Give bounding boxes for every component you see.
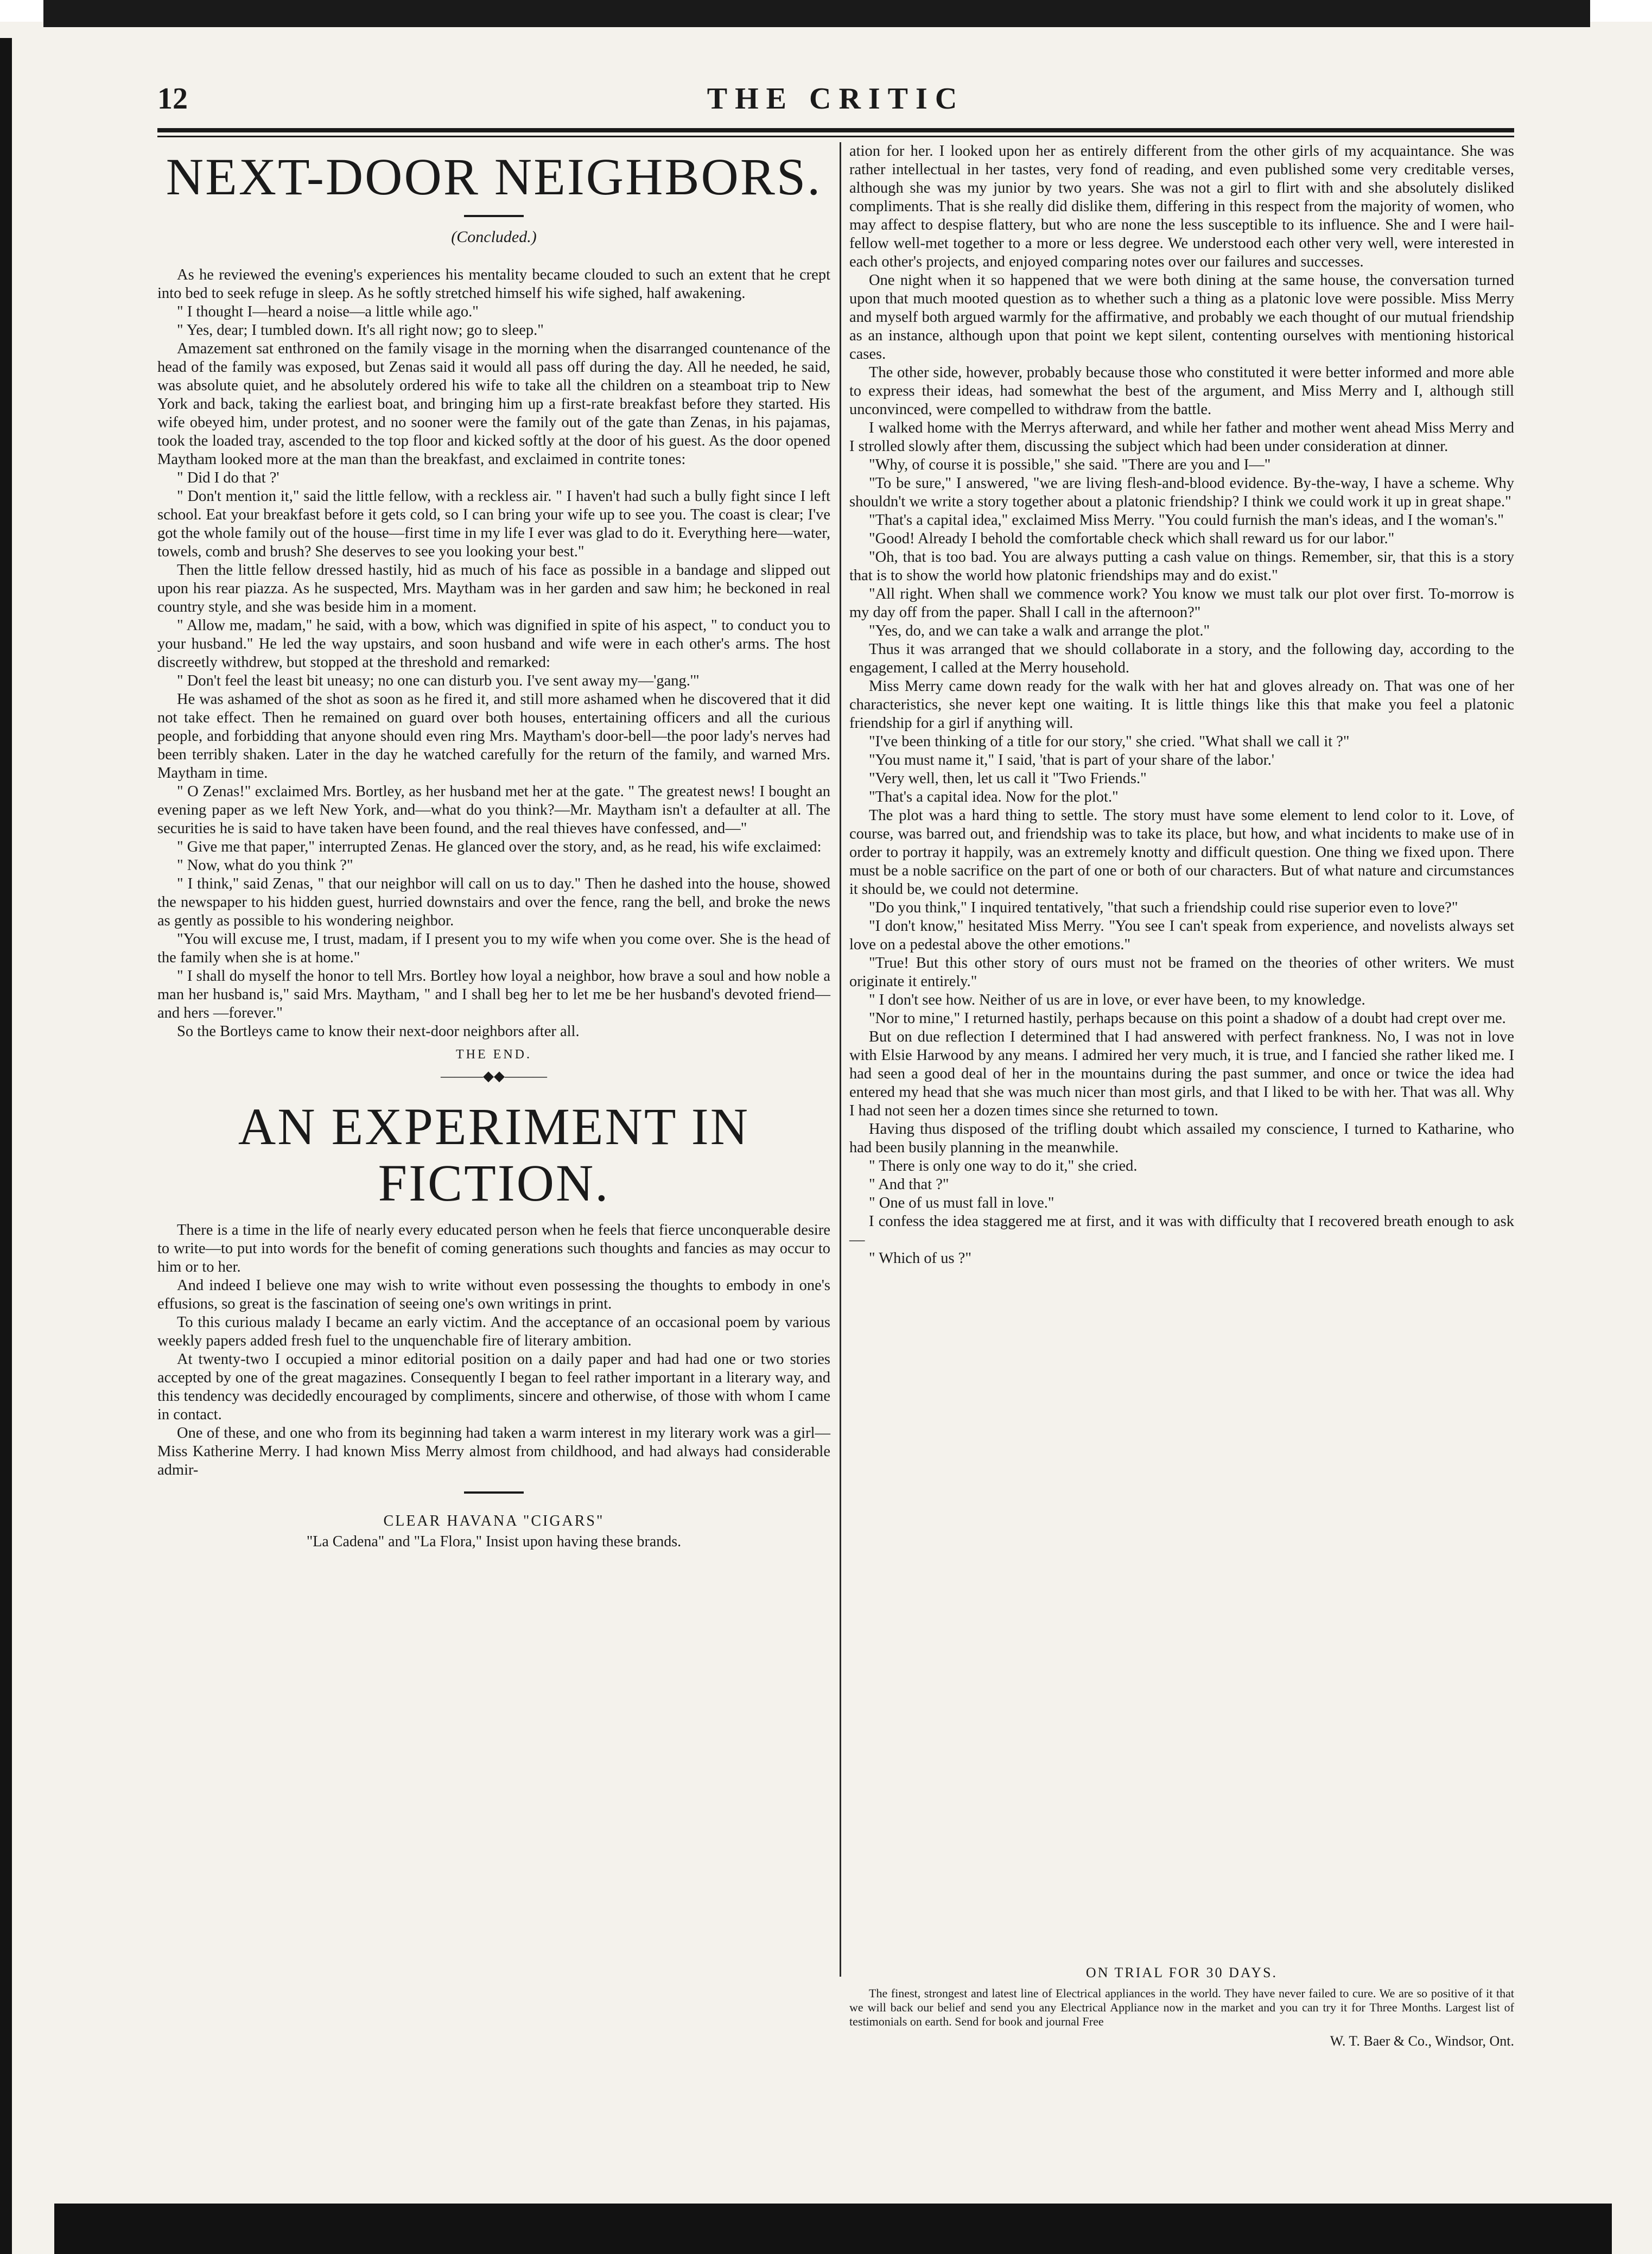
- story2-body-left: [157, 1221, 830, 1480]
- paragraph: The plot was a hard thing to settle. The story must have some element to lend color to it. Love, of course, was barred out, and friendship was to take its place, but how, and what incidents to make use of in order to portray it happily, was an extremely knotty and difficult question. One thing we fixed upon. There must be a noble sacrifice on the part of one or both of our characters. But of what nature and circumstances it should be, we could not determine.: [849, 807, 1514, 898]
- paragraph: " I shall do myself the honor to tell Mrs. Bortley how loyal a neighbor, how brave a soul and how noble a man her husband is," said Mrs. Maytham, " and I shall beg her to let me be her husband's devoted friend—and hers —forever.": [157, 968, 830, 1021]
- paragraph: Thus it was arranged that we should collaborate in a story, and the following day, according to the engagement, I called at the Merry household.: [849, 641, 1514, 676]
- paragraph: At twenty-two I occupied a minor editorial position on a daily paper and had had one or two stories accepted by one of the great magazines. Consequently I began to feel rather important in a literary way, and this tendency was decidedly encouraged by compliments, sincere and otherwise, of those with whom I came in contact.: [157, 1351, 830, 1423]
- paragraph: Amazement sat enthroned on the family visage in the morning when the disarranged countenance of the head of the family was exposed, but Zenas said it would all pass off during the day. All he needed, he said, was absolute quiet, and he absolutely ordered his wife to take all the children on a steamboat trip to New York and back, taking the earliest boat, and bringing him up a first-rate breakfast before they started. His wife obeyed him, under protest, and no sooner were the family out of the gate than Zenas, in his pajamas, took the loaded tray, ascended to the top floor and kicked softly at the door of his guest. As the door opened Maytham looked more at the man than the breakfast, and exclaimed in contrite tones:: [157, 340, 830, 468]
- paragraph: " Yes, dear; I tumbled down. It's all right now; go to sleep.": [177, 322, 544, 339]
- scan-left-border: [0, 38, 12, 2254]
- paragraph: " There is only one way to do it," she cried.: [869, 1158, 1138, 1174]
- story1-subtitle: (Concluded.): [451, 228, 537, 246]
- paragraph: He was ashamed of the shot as soon as he fired it, and still more ashamed when he discovered that it did not take effect. Then he remained on guard over both houses, entertaining officers and all the curious people, and forbidding that anyone should even ring Mrs. Maytham's door-bell—the poor lady's nerves had been terribly shaken. Later in the day he watched carefully for the return of the family, and warned Mrs. Maytham in time.: [157, 691, 830, 782]
- story2-title: AN EXPERIMENT IN FICTION.: [238, 1097, 750, 1212]
- scan-bottom-border: [54, 2204, 1612, 2254]
- paragraph: There is a time in the life of nearly every educated person when he feels that fierce unconquerable desire to write—to put into words for the benefit of coming generations such thoughts and fancies as may occur to him or to her.: [157, 1222, 830, 1275]
- story1-title: NEXT-DOOR NEIGHBORS.: [166, 148, 822, 206]
- paragraph: I confess the idea staggered me at first, and it was with difficulty that I recovered breath enough to ask—: [849, 1213, 1514, 1248]
- paragraph: "All right. When shall we commence work? You know we must talk our plot over first. To-morrow is my day off from the paper. Shall I call in the afternoon?": [849, 586, 1514, 621]
- paragraph: " I thought I—heard a noise—a little while ago.": [177, 303, 479, 320]
- cigar-ad-line: "La Cadena" and "La Flora," Insist upon having these brands.: [306, 1533, 682, 1550]
- page-number: 12: [157, 82, 188, 116]
- paragraph: "Do you think," I inquired tentatively, "that such a friendship could rise superior even to love?": [869, 899, 1458, 916]
- right-column: [849, 142, 1514, 1268]
- paragraph: "That's a capital idea," exclaimed Miss Merry. "You could furnish the man's ideas, and I the woman's.": [869, 512, 1504, 529]
- paragraph: "Why, of course it is possible," she said. "There are you and I—": [869, 456, 1271, 473]
- story1-end: THE END.: [456, 1047, 532, 1062]
- paragraph: "That's a capital idea. Now for the plot.": [869, 789, 1119, 805]
- paragraph: " Which of us ?": [869, 1250, 971, 1267]
- paragraph: "You must name it," I said, 'that is part of your share of the labor.': [869, 752, 1274, 769]
- paragraph: ation for her. I looked upon her as entirely different from the other girls of my acquaintance. She was rather intellectual in her tastes, very fond of reading, and even published some very creditable verses, although she was my junior by two years. She was not a girl to flirt with and she absolutely disliked compliments. That is she really did dislike them, differing in this respect from the majority of women, who may affect to despise flattery, but who are none the less susceptible to its influence. She and I were hail-fellow well-met together to a more or less degree. We understood each other very well, were interested in each other's projects, and enjoyed comparing notes over our failures and successes.: [849, 143, 1514, 270]
- story1-body: [157, 266, 830, 1041]
- paragraph: " Did I do that ?': [177, 469, 279, 486]
- scan-top-border: [43, 0, 1590, 27]
- electric-ad: [849, 1965, 1514, 2049]
- paragraph: As he reviewed the evening's experiences his mentality became clouded to such an extent that he crept into bed to seek refuge in sleep. As he softly stretched himself his wife sighed, half awakening.: [157, 266, 830, 302]
- paragraph: "You will excuse me, I trust, madam, if I present you to my wife when you come over. She is the head of the family when she is at home.": [157, 931, 830, 966]
- paragraph: The other side, however, probably because those who constituted it were better informed and more able to express their ideas, had somewhat the best of the argument, and Miss Merry and I, although still unconvinced, were compelled to withdraw from the battle.: [849, 364, 1514, 418]
- paragraph: "I've been thinking of a title for our story," she cried. "What shall we call it ?": [869, 733, 1350, 750]
- left-column: [157, 142, 830, 1551]
- paragraph: " I don't see how. Neither of us are in love, or ever have been, to my knowledge.: [869, 992, 1365, 1008]
- paragraph: "True! But this other story of ours must not be framed on the theories of other writers. We must originate it entirely.": [849, 955, 1514, 990]
- electric-ad-signature: W. T. Baer & Co., Windsor, Ont.: [1330, 2033, 1514, 2049]
- cigar-ad-title: CLEAR HAVANA "CIGARS": [383, 1513, 605, 1529]
- header-rule-thick: [157, 128, 1514, 132]
- paragraph: Miss Merry came down ready for the walk with her hat and gloves already on. That was one of her characteristics, she never kept one waiting. It is little things like this that make you feel a platonic friendship for a girl if anything will.: [849, 678, 1514, 732]
- paragraph: But on due reflection I determined that I had answered with perfect frankness. No, I was not in love with Elsie Harwood by any means. I admired her very much, it is true, and I fancied she rather liked me. I had seen a good deal of her in the mountains during the past summer, and once or twice the idea had entered my head that she was much nicer than most girls, and that I liked to be with her. That was all. Why I had not seen her a dozen times since she returned to town.: [849, 1028, 1514, 1119]
- paragraph: So the Bortleys came to know their next-door neighbors after all.: [177, 1023, 580, 1040]
- paragraph: One of these, and one who from its beginning had taken a warm interest in my literary work was a girl—Miss Katherine Merry. I had known Miss Merry almost from childhood, and had always had considerable admir-: [157, 1425, 830, 1478]
- paragraph: " One of us must fall in love.": [869, 1195, 1054, 1211]
- paragraph: " Don't feel the least bit uneasy; no one can disturb you. I've sent away my—'gang.'": [177, 672, 700, 689]
- section-ornament: ———◆◆———: [441, 1068, 547, 1084]
- paragraph: " Don't mention it," said the little fellow, with a reckless air. " I haven't had such a bully fight since I left school. Eat your breakfast before it gets cold, so I can bring your wife up to see you. The coast is clear; I've got the whole family out of the house—first time in my life I ever was glad to do it. Everything here—water, towels, comb and brush? She deserves to see you looking your best.": [157, 488, 830, 560]
- paragraph: I walked home with the Merrys afterward, and while her father and mother went ahead Miss Merry and I strolled slowly after them, discussing the subject which had been under consideration at dinner.: [849, 420, 1514, 455]
- electric-ad-heading: ON TRIAL FOR 30 DAYS.: [1085, 1965, 1278, 1980]
- paragraph: "I don't know," hesitated Miss Merry. "You see I can't speak from experience, and novelists always set love on a pedestal above the other emotions.": [849, 918, 1514, 953]
- story2-body-right: [849, 142, 1514, 1268]
- paragraph: "Yes, do, and we can take a walk and arrange the plot.": [869, 623, 1210, 639]
- ad-rule: [464, 1491, 524, 1494]
- paragraph: "To be sure," I answered, "we are living flesh-and-blood evidence. By-the-way, I have a scheme. Why shouldn't we write a story together about a platonic friendship? I think we could work it up in great shape.": [849, 475, 1514, 510]
- paragraph: One night when it so happened that we were both dining at the same house, the conversation turned upon that much mooted question as to whether such a thing as a platonic love were possible. Miss Merry and myself both argued warmly for the affirmative, and probably we each thought of our mutual friendship as an instance, although upon that point we kept silent, contenting ourselves with mentioning historical cases.: [849, 272, 1514, 363]
- page-header: [157, 81, 1514, 125]
- paragraph: " Allow me, madam," he said, with a bow, which was dignified in spite of his aspect, " to conduct you to your husband." He led the way upstairs, and soon husband and wife were in each other's arms. The host discreetly withdrew, but stopped at the threshold and remarked:: [157, 617, 830, 671]
- title-rule: [464, 215, 524, 217]
- paragraph: "Oh, that is too bad. You are always putting a cash value on things. Remember, sir, that this is a story that is to show the world how platonic friendships may and do exist.": [849, 549, 1514, 584]
- electric-ad-body: The finest, strongest and latest line of Electrical appliances in the world. They have never failed to cure. We are so positive of it that we will back our belief and send you any Electrical Appliance now in the market and you can try it for Three Months. Largest list of testimonials on earth. Send for book and journal Free: [849, 1986, 1514, 2028]
- paragraph: Then the little fellow dressed hastily, hid as much of his face as possible in a bandage and slipped out upon his rear piazza. As he suspected, Mrs. Maytham was in her garden and saw him; he beckoned in real country style, and she was beside him in a moment.: [157, 562, 830, 615]
- paragraph: "Good! Already I behold the comfortable check which shall reward us for our labor.": [869, 530, 1395, 547]
- paragraph: " O Zenas!" exclaimed Mrs. Bortley, as her husband met her at the gate. " The greatest news! I bought an evening paper as we left New York, and—what do you think?—Mr. Maytham isn't a defaulter at all. The securities he is said to have taken have been found, and the real thieves have confessed, and—": [157, 783, 830, 837]
- publication-title: THE CRITIC: [707, 82, 965, 116]
- paragraph: " Now, what do you think ?": [177, 857, 353, 874]
- paragraph: Having thus disposed of the trifling doubt which assailed my conscience, I turned to Katharine, who had been busily planning in the meanwhile.: [849, 1121, 1514, 1156]
- paragraph: To this curious malady I became an early victim. And the acceptance of an occasional poem by various weekly papers added fresh fuel to the unquenchable fire of literary ambition.: [157, 1314, 830, 1349]
- paragraph: " Give me that paper," interrupted Zenas. He glanced over the story, and, as he read, his wife exclaimed:: [177, 839, 822, 855]
- paragraph: " And that ?": [869, 1176, 949, 1193]
- column-divider: [840, 142, 841, 1977]
- paragraph: "Nor to mine," I returned hastily, perhaps because on this point a shadow of a doubt had crept over me.: [869, 1010, 1506, 1027]
- paragraph: " I think," said Zenas, " that our neighbor will call on us to day." Then he dashed into the house, showed the newspaper to his hidden guest, hurried downstairs and over the fence, rang the bell, and broke the news as gently as possible to his wondering neighbor.: [157, 875, 830, 929]
- paragraph: "Very well, then, let us call it "Two Friends.": [869, 770, 1147, 787]
- header-rule-thin: [157, 136, 1514, 137]
- paragraph: And indeed I believe one may wish to write without even possessing the thoughts to embody in one's effusions, so great is the fascination of seeing one's own writings in print.: [157, 1277, 830, 1312]
